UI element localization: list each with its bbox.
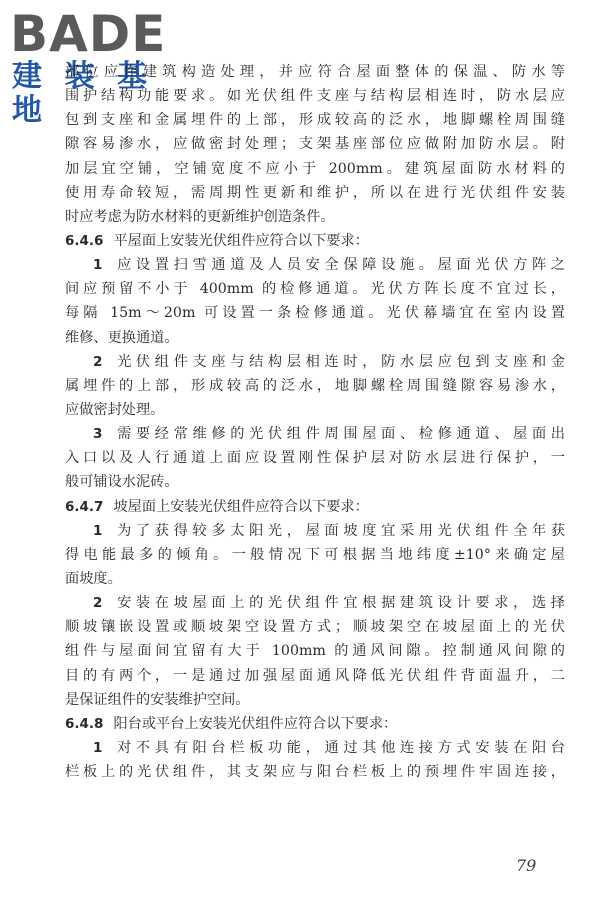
logo-subtitle: 建 装 基 地 xyxy=(12,59,153,128)
clause-number: 6.4.6 xyxy=(65,232,104,249)
text-line xyxy=(65,60,565,84)
text-line xyxy=(65,253,565,277)
text-line xyxy=(65,615,565,639)
text-line xyxy=(65,350,565,374)
line-text: 间应预留不小于 400mm 的检修通道。光伏方阵长度不宜过长， xyxy=(65,281,565,298)
line-text: 时应考虑为防水材料的更新维护创造条件。 xyxy=(65,208,335,225)
line-text: 应设置扫雪通道及人员安全保障设施。屋面光伏方阵之 xyxy=(112,257,565,274)
text-line xyxy=(65,712,565,736)
line-text: 维修、更换通道。 xyxy=(65,329,179,346)
text-line xyxy=(65,519,565,543)
text-line xyxy=(65,205,565,229)
text-line xyxy=(65,181,565,205)
line-text: 安装在坡屋面上的光伏组件宜根据建筑设计要求，选择 xyxy=(112,595,565,612)
line-text: 隙容易渗水，应做密封处理；支架基座部位应做附加防水层。附 xyxy=(65,136,565,153)
line-text: 目的有两个，一是通过加强屋面通风降低光伏组件背面温升，二 xyxy=(65,667,565,684)
line-text: 是保证组件的安装维护空间。 xyxy=(65,691,250,708)
text-line xyxy=(65,374,565,398)
line-text: 栏板上的光伏组件，其支架应与阳台栏板上的预埋件牢固连接， xyxy=(65,764,565,781)
line-text: 为了获得较多太阳光，屋面坡度宜采用光伏组件全年获 xyxy=(112,522,565,539)
line-text: 每隔 15m～20m 可设置一条检修通道。光伏幕墙宜在室内设置 xyxy=(65,305,565,322)
text-line xyxy=(65,446,565,470)
line-text: 加层宜空铺，空铺宽度不应小于 200mm。建筑屋面防水材料的 xyxy=(65,160,565,177)
text-line xyxy=(65,664,565,688)
text-line xyxy=(65,157,565,181)
clause-number: 1 xyxy=(93,257,103,274)
text-line xyxy=(65,495,565,519)
line-text: 属埋件的上部，形成较高的泛水，地脚螺栓周围缝隙容易渗水， xyxy=(65,377,565,394)
clause-number: 3 xyxy=(93,426,103,443)
line-text: 使用寿命较短，需周期性更新和维护，所以在进行光伏组件安装 xyxy=(65,184,565,201)
clause-number: 6.4.8 xyxy=(65,715,104,732)
text-line xyxy=(65,591,565,615)
text-line xyxy=(65,84,565,108)
text-line xyxy=(65,688,565,712)
line-text: 光伏组件支座与结构层相连时，防水层应包到支座和金 xyxy=(112,353,565,370)
clause-number: 2 xyxy=(93,353,103,370)
text-line xyxy=(65,470,565,494)
clause-number: 1 xyxy=(93,522,103,539)
text-line xyxy=(65,639,565,663)
line-text: 包到支座和金属埋件的上部，形成较高的泛水，地脚螺栓周围缝 xyxy=(65,112,565,129)
line-text: 部位应作建筑构造处理，并应符合屋面整体的保温、防水等 xyxy=(65,64,565,80)
line-text: 得电能最多的倾角。一般情况下可根据当地纬度±10°来确定屋 xyxy=(65,546,565,563)
page-number: 79 xyxy=(516,856,537,875)
clause-number: 1 xyxy=(93,739,103,756)
text-line xyxy=(65,760,565,784)
line-text: 阳台或平台上安装光伏组件应符合以下要求： xyxy=(113,715,398,732)
text-line xyxy=(65,108,565,132)
text-line xyxy=(65,326,565,350)
page-body xyxy=(65,60,565,784)
text-line xyxy=(65,229,565,253)
clause-number: 6.4.7 xyxy=(65,498,104,515)
line-text: 顺坡镶嵌设置或顺坡架空设置方式；顺坡架空在坡屋面上的光伏 xyxy=(65,619,565,636)
text-line xyxy=(65,543,565,567)
line-text: 入口以及人行通道上面应设置刚性保护层对防水层进行保护，一 xyxy=(65,450,565,467)
clause-number: 2 xyxy=(93,595,103,612)
line-text: 围护结构功能要求。如光伏组件支座与结构层相连时，防水层应 xyxy=(65,88,565,105)
text-line xyxy=(65,132,565,156)
text-line xyxy=(65,422,565,446)
text-line xyxy=(65,567,565,591)
logo-wordmark: BADE xyxy=(10,5,167,63)
line-text: 组件与屋面间宜留有大于 100mm 的通风间隙。控制通风间隙的 xyxy=(65,643,565,660)
line-text: 坡屋面上安装光伏组件应符合以下要求： xyxy=(113,498,369,515)
text-line xyxy=(65,398,565,422)
line-text: 应做密封处理。 xyxy=(65,401,165,418)
line-text: 对不具有阳台栏板功能，通过其他连接方式安装在阳台 xyxy=(112,739,565,756)
line-text: 平屋面上安装光伏组件应符合以下要求： xyxy=(113,232,369,249)
text-line xyxy=(65,301,565,325)
line-text: 面坡度。 xyxy=(65,570,122,587)
line-text: 般可铺设水泥砖。 xyxy=(65,474,179,491)
text-line xyxy=(65,277,565,301)
text-line xyxy=(65,736,565,760)
line-text: 需要经常维修的光伏组件周围屋面、检修通道、屋面出 xyxy=(112,426,565,443)
